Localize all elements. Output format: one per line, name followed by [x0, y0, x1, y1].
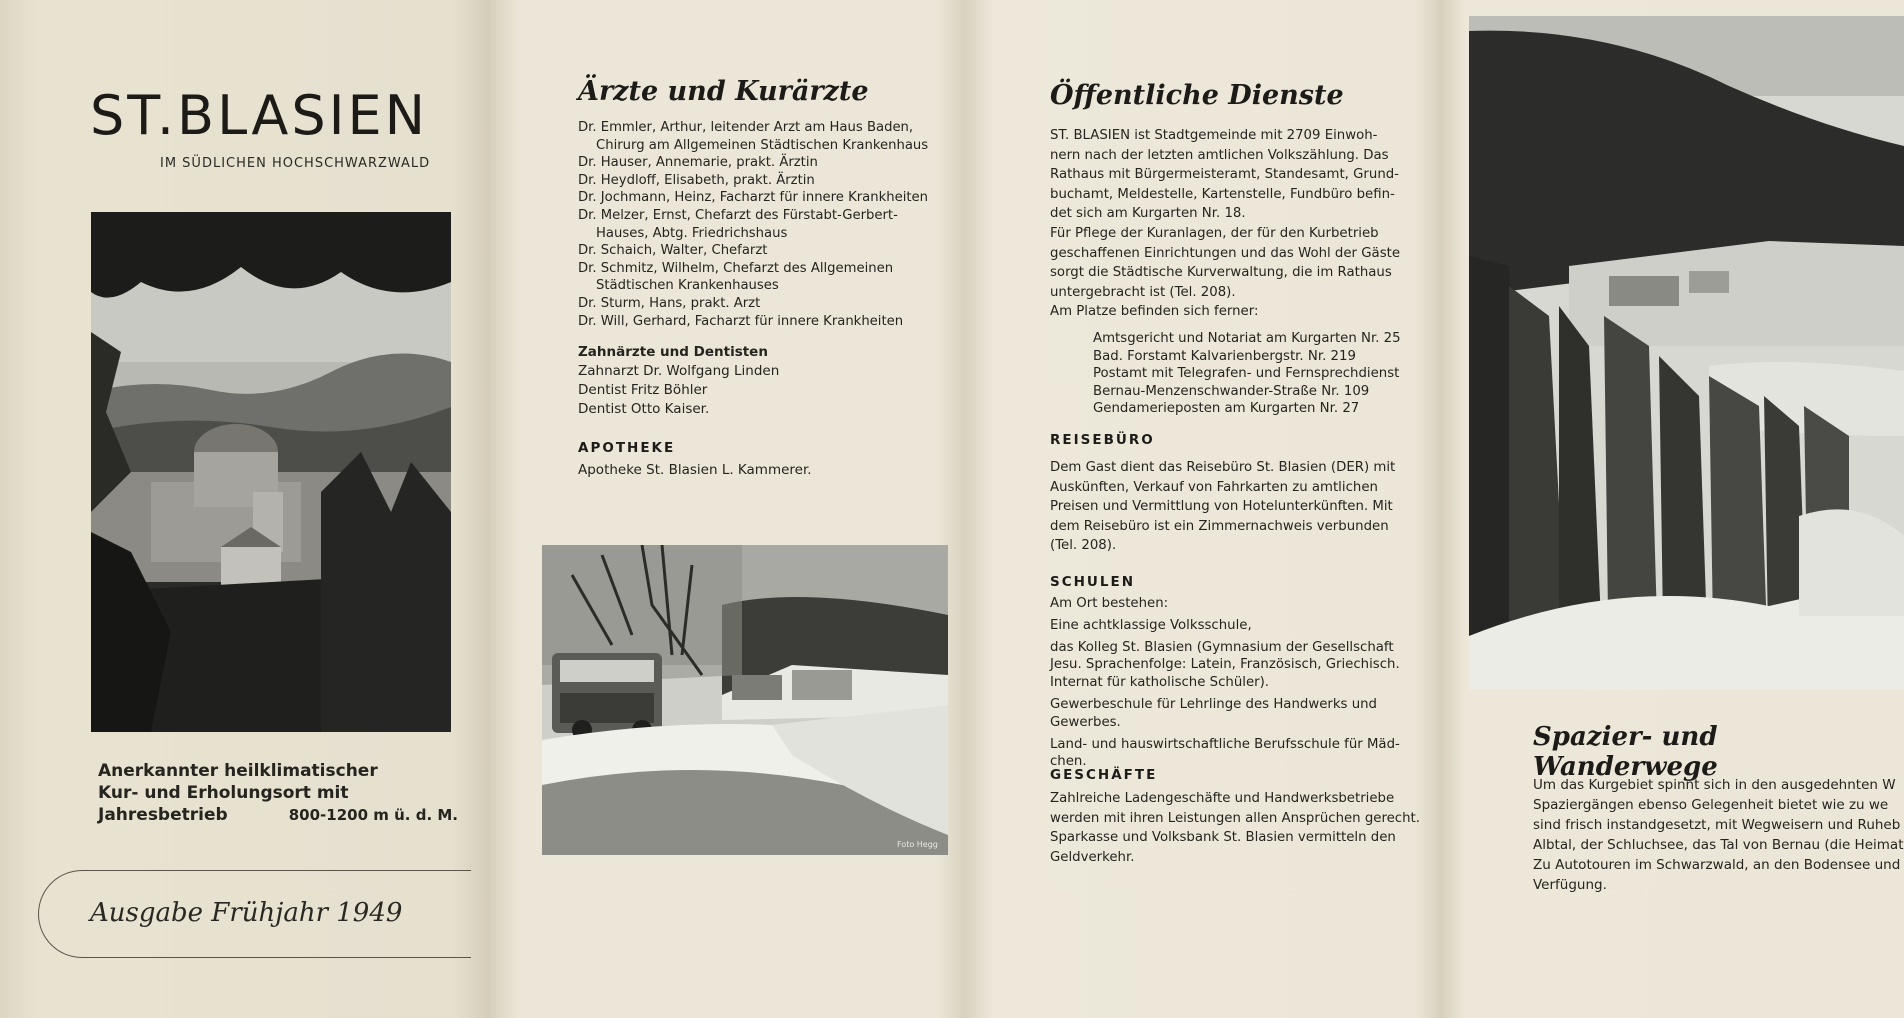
doctor-entry: Dr. Hauser, Annemarie, prakt. Ärztin	[578, 155, 818, 171]
walks-panel	[1443, 0, 1904, 1018]
travel-line: dem Reisebüro ist ein Zimmernachweis verbunden	[1050, 518, 1389, 534]
travel-text	[1050, 458, 1425, 556]
schools-line: das Kolleg St. Blasien (Gymnasium der Gesellschaft	[1050, 639, 1394, 655]
schools-heading: SCHULEN	[1050, 574, 1136, 590]
pharmacy-heading: APOTHEKE	[578, 440, 676, 456]
schools-text	[1050, 595, 1425, 771]
services-line: untergebracht ist (Tel. 208).	[1050, 284, 1236, 300]
doctor-entry: Dr. Heydloff, Elisabeth, prakt. Ärztin	[578, 172, 815, 188]
doctor-entry: Chirurg am Allgemeinen Städtischen Krankenhaus	[596, 137, 929, 153]
schools-line: Jesu. Sprachenfolge: Latein, Französisch, Griechisch.	[1050, 657, 1400, 673]
shops-heading: GESCHÄFTE	[1050, 767, 1158, 783]
dentists-heading: Zahnärzte und Dentisten	[578, 344, 768, 360]
doctor-entry: Dr. Jochmann, Heinz, Facharzt für innere Krankheiten	[578, 190, 929, 206]
dentists-list	[578, 362, 958, 419]
services-line: nern nach der letzten amtlichen Volkszählung. Das	[1050, 147, 1389, 163]
cover-subtitle: IM SÜDLICHEN HOCHSCHWARZWALD	[160, 156, 431, 171]
doctor-entry: Dr. Schmitz, Wilhelm, Chefarzt des Allgemeinen	[578, 260, 894, 276]
doctors-panel	[490, 0, 965, 1018]
services-line: Für Pflege der Kuranlagen, der für den Kurbetrieb	[1050, 225, 1379, 241]
shops-text	[1050, 789, 1425, 867]
doctor-entry: Städtischen Krankenhauses	[596, 278, 779, 294]
services-line: geschaffenen Einrichtungen und das Wohl der Gäste	[1050, 245, 1401, 261]
office-entry: Postamt mit Telegrafen- und Fernsprechdienst	[1093, 366, 1400, 382]
doctors-heading: Ärzte und Kurärzte	[578, 76, 869, 107]
walks-line: Albtal, der Schluchsee, das Tal von Bernau (die Heimat	[1533, 837, 1904, 853]
office-entry: Bad. Forstamt Kalvarienbergstr. Nr. 219	[1093, 348, 1356, 364]
travel-line: Auskünften, Verkauf von Fahrkarten zu amtlichen	[1050, 479, 1378, 495]
cover-title: ST.BLASIEN	[90, 84, 429, 147]
dentist-entry: Dentist Fritz Böhler	[578, 382, 708, 398]
shops-line: Sparkasse und Volksbank St. Blasien vermitteln den	[1050, 830, 1396, 846]
dentist-entry: Zahnarzt Dr. Wolfgang Linden	[578, 363, 780, 379]
schools-line: Land- und hauswirtschaftliche Berufsschule für Mäd-	[1050, 736, 1400, 752]
cover-photo-st-blasien	[91, 212, 451, 732]
dentist-entry: Dentist Otto Kaiser.	[578, 401, 710, 417]
tagline-line-2: Kur- und Erholungsort mit Jahresbetrieb	[98, 783, 349, 825]
services-line: Rathaus mit Bürgermeisteramt, Standesamt, Grund-	[1050, 167, 1399, 183]
services-heading: Öffentliche Dienste	[1050, 80, 1344, 111]
travel-line: Preisen und Vermittlung von Hotelunterkünften. Mit	[1050, 499, 1393, 515]
services-line: ST. BLASIEN ist Stadtgemeinde mit 2709 Einwoh-	[1050, 128, 1378, 143]
services-line: det sich am Kurgarten Nr. 18.	[1050, 206, 1246, 222]
services-line: Am Platze befinden sich ferner:	[1050, 304, 1259, 320]
winter-bus-photo	[542, 545, 948, 855]
cover-altitude: 800-1200 m ü. d. M.	[288, 806, 458, 824]
doctor-entry: Dr. Will, Gerhard, Facharzt für innere Krankheiten	[578, 313, 904, 329]
edition-label: Ausgabe Frühjahr 1949	[90, 898, 403, 928]
doctor-entry: Dr. Schaich, Walter, Chefarzt	[578, 243, 768, 259]
offices-list	[1093, 330, 1433, 418]
schools-line: chen.	[1050, 754, 1087, 770]
schools-line: Internat für katholische Schüler).	[1050, 675, 1270, 691]
services-line: sorgt die Städtische Kurverwaltung, die im Rathaus	[1050, 265, 1392, 281]
doctor-entry: Dr. Melzer, Ernst, Chefarzt des Fürstabt-Gerbert-	[578, 207, 898, 223]
walks-line: Um das Kurgebiet spinnt sich in den ausgedehnten W	[1533, 777, 1896, 793]
office-entry: Bernau-Menzenschwander-Straße Nr. 109	[1093, 383, 1370, 399]
cover-panel	[0, 0, 490, 1018]
doctors-list	[578, 119, 958, 330]
services-line: buchamt, Meldestelle, Kartenstelle, Fundbüro befin-	[1050, 186, 1395, 202]
photo-credit: Foto Hegg	[897, 840, 938, 849]
office-entry: Gendamerieposten am Kurgarten Nr. 27	[1093, 401, 1360, 417]
travel-line: Dem Gast dient das Reisebüro St. Blasien (DER) mit	[1050, 460, 1396, 475]
shops-line: werden mit ihren Leistungen allen Ansprüchen gerecht.	[1050, 810, 1420, 826]
doctor-entry: Dr. Sturm, Hans, prakt. Arzt	[578, 295, 761, 311]
shops-line: Zahlreiche Ladengeschäfte und Handwerksbetriebe	[1050, 791, 1395, 806]
schools-line: Gewerbes.	[1050, 714, 1121, 730]
schools-line: Gewerbeschule für Lehrlinge des Handwerks und	[1050, 696, 1378, 712]
walks-line: Spaziergängen ebenso Gelegenheit bietet wie zu we	[1533, 797, 1889, 813]
office-entry: Amtsgericht und Notariat am Kurgarten Nr. 25	[1093, 331, 1401, 346]
shops-line: Geldverkehr.	[1050, 849, 1135, 865]
schools-line: Eine achtklassige Volksschule,	[1050, 617, 1252, 633]
travel-line: (Tel. 208).	[1050, 538, 1117, 554]
services-intro	[1050, 126, 1425, 322]
schools-line: Am Ort bestehen:	[1050, 596, 1169, 611]
walks-heading: Spazier- und Wanderwege	[1533, 722, 1718, 782]
doctor-entry: Hauses, Abtg. Friedrichshaus	[596, 225, 788, 241]
doctor-entry: Dr. Emmler, Arthur, leitender Arzt am Haus Baden,	[578, 120, 914, 135]
walks-line: Zu Autotouren im Schwarzwald, an den Bodensee und	[1533, 857, 1901, 873]
walks-text	[1533, 775, 1904, 895]
pharmacy-text: Apotheke St. Blasien L. Kammerer.	[578, 462, 812, 478]
walks-line: Verfügung.	[1533, 877, 1607, 893]
walks-line: sind frisch instandgesetzt, mit Wegweisern und Ruheb	[1533, 817, 1901, 833]
services-panel	[965, 0, 1443, 1018]
travel-heading: REISEBÜRO	[1050, 432, 1155, 448]
tagline-line-1: Anerkannter heilklimatischer	[98, 761, 378, 781]
snowy-forest-photo	[1469, 16, 1904, 690]
